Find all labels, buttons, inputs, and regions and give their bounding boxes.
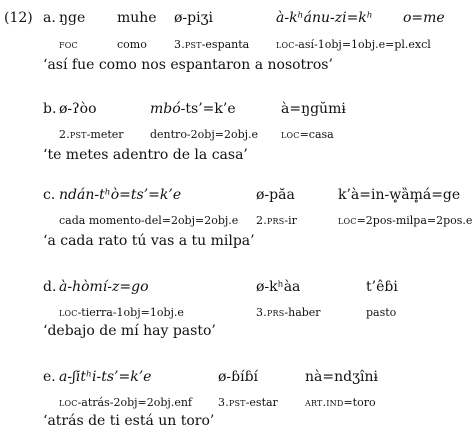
word: ndán-tʰò=ts’=k’e — [59, 187, 182, 203]
gloss: 2.pst-meter — [59, 128, 124, 141]
item-label: d. — [43, 279, 57, 295]
gloss: como — [117, 38, 147, 51]
free-translation: ‘te metes adentro de la casa’ — [43, 147, 248, 163]
word: mbó-ts’=k’e — [150, 101, 236, 117]
example-number: (12) — [4, 10, 33, 26]
gloss: 3.pst-estar — [218, 396, 278, 409]
item-label: c. — [43, 187, 56, 203]
free-translation: ‘atrás de ti está un toro’ — [43, 413, 215, 429]
free-translation: ‘así fue como nos espantaron a nosotros’ — [43, 57, 333, 73]
word: ø-ɓíɓí — [218, 369, 259, 385]
gloss: loc-atrás-2obj=2obj.enf — [59, 396, 192, 409]
gloss: loc=casa — [281, 128, 334, 141]
word: o=me — [403, 10, 445, 26]
item-label: a. — [43, 10, 56, 26]
word: a-ʃitʰi-ts’=k’e — [59, 369, 152, 385]
word: ø-piʒi — [174, 10, 213, 26]
word: t’êɓi — [366, 279, 398, 295]
gloss: loc=2pos-milpa=2pos.e — [338, 214, 473, 227]
free-translation: ‘a cada rato tú vas a tu milpa’ — [43, 233, 255, 249]
gloss: dentro-2obj=2obj.e — [150, 128, 259, 141]
gloss: art.ind=toro — [305, 396, 376, 409]
word: ŋge — [59, 10, 86, 26]
gloss: pasto — [366, 306, 397, 319]
gloss: loc-tierra-1obj=1obj.e — [59, 306, 184, 319]
item-label: b. — [43, 101, 57, 117]
gloss: cada momento-del=2obj=2obj.e — [59, 214, 239, 227]
gloss: 2.prs-ir — [256, 214, 297, 227]
word: à-kʰánu-zi=kʰ — [276, 10, 373, 26]
word: à-hòmí-z=go — [59, 279, 149, 295]
gloss: 3.prs-haber — [256, 306, 321, 319]
word: à=ŋgŭmɨ — [281, 101, 346, 117]
gloss: foc — [59, 38, 78, 51]
word: muhe — [117, 10, 157, 26]
word: ø-kʰàa — [256, 279, 301, 295]
word: ø-păa — [256, 187, 295, 203]
gloss: 3.pst-espanta — [174, 38, 250, 51]
word: nà=ndʒînɨ — [305, 369, 378, 385]
word: k’à=in-w̥ȁm̥á=ge — [338, 187, 461, 203]
item-label: e. — [43, 369, 56, 385]
word: ø-ʔòo — [59, 101, 97, 117]
gloss: loc-así-1obj=1obj.e=pl.excl — [276, 38, 431, 51]
free-translation: ‘debajo de mí hay pasto’ — [43, 323, 216, 339]
